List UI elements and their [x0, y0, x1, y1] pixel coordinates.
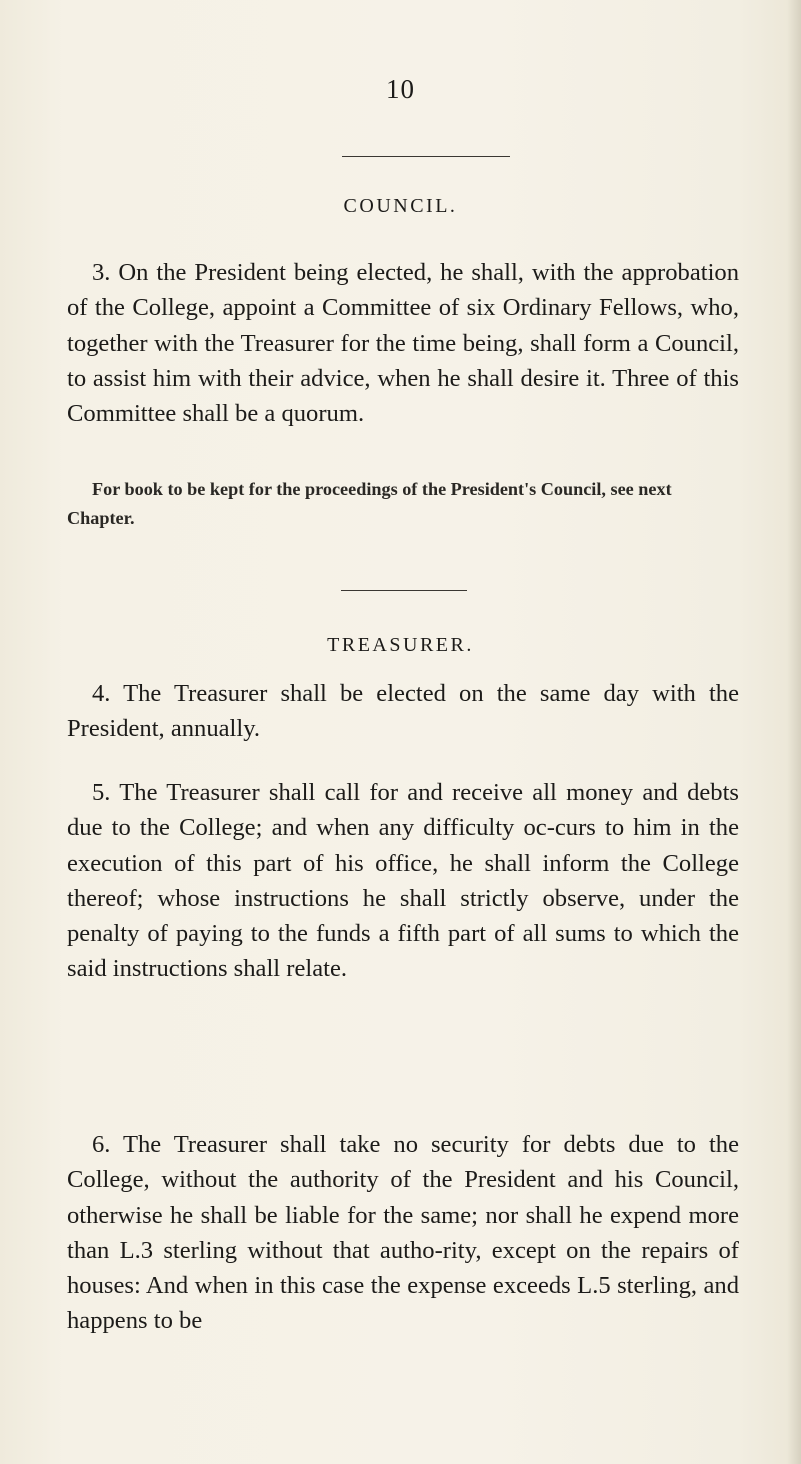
paragraph-3: 3. On the President being elected, he shall, with the approbation of the College, appoint a Committee of six Ordinary Fellows, who, together with the Treasurer for the time being, shall form a Council, to assist him with their advice, when he shall desire it. Three of this Committee shall be a quorum. [67, 259, 739, 428]
section-heading-council: COUNCIL. [343, 195, 458, 217]
page-edge-shadow [787, 0, 801, 1464]
paragraph-4: 4. The Treasurer shall be elected on the same day with the President, annually. [67, 680, 739, 743]
footnote-council-book: For book to be kept for the proceedings of the President's Council, see next Chapter. [67, 479, 672, 528]
page-number: 10 [386, 74, 415, 104]
section-heading-treasurer: TREASURER. [327, 634, 474, 656]
section-divider [341, 590, 467, 591]
section-divider [342, 156, 510, 157]
paragraph-5: 5. The Treasurer shall call for and receive all money and debts due to the College; and when any difficulty oc-curs to him in the execution of this part of his office, he shall inform the College thereof; whose instructions he shall strictly observe, under the penalty of paying to the funds a fifth part of all sums to which the said instructions shall relate. [67, 779, 739, 983]
paragraph-6: 6. The Treasurer shall take no security for debts due to the College, without the authority of the President and his Council, otherwise he shall be liable for the same; nor shall he expend more than L.3 sterling without that autho-rity, except on the repairs of houses: And when in this case the expense exceeds L.5 sterling, and happens to be [67, 1131, 739, 1335]
